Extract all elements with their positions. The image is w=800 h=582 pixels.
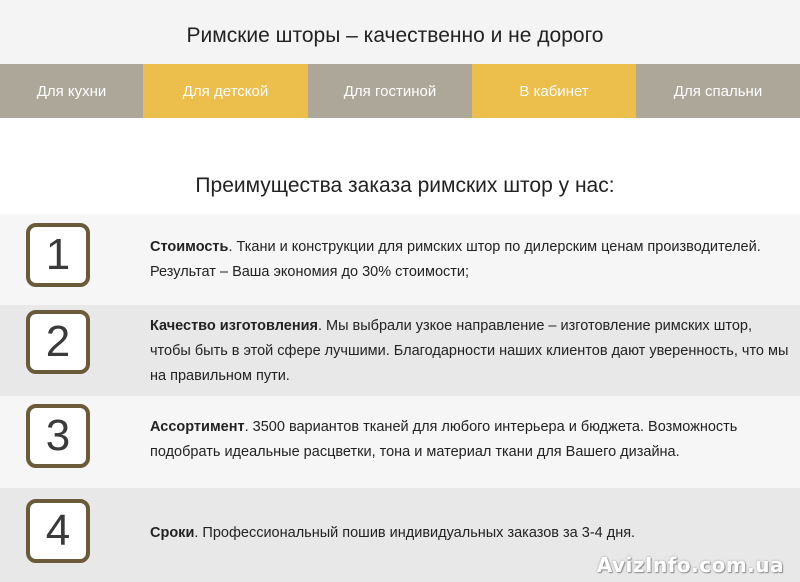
item-description — [150, 235, 796, 285]
item-text: . Ткани и конструкции для римских штор по дилерским ценам производителей. Результат – Ваша экономия до 30% стоимости; — [150, 239, 761, 280]
list-item — [0, 214, 800, 305]
item-heading: Качество изготовления — [150, 318, 318, 334]
watermark: AvizInfo.com.ua — [596, 553, 784, 577]
category-nav — [0, 64, 800, 118]
item-heading: Ассортимент — [150, 419, 245, 435]
item-description — [150, 521, 796, 546]
item-text: . Мы выбрали узкое направление – изготовление римских штор, чтобы быть в этой сфере лучшими. Благодарности наших клиентов дают уверенность, что мы на правильном пути. — [150, 318, 789, 384]
list-item — [0, 396, 800, 488]
header — [0, 0, 800, 64]
item-text: . Профессиональный пошив индивидуальных заказов за 3-4 дня. — [194, 525, 636, 541]
number-badge: 3 — [26, 404, 90, 468]
item-description — [150, 314, 796, 389]
advantages-list — [0, 214, 800, 582]
section-title: Преимущества заказа римских штор у нас: — [195, 174, 615, 197]
list-item — [0, 305, 800, 396]
item-heading: Сроки — [150, 525, 195, 541]
number-badge: 2 — [26, 310, 90, 374]
nav-item-living-room[interactable]: Для гостиной — [308, 64, 472, 118]
number-badge: 4 — [26, 499, 90, 563]
item-heading: Стоимость — [150, 239, 229, 255]
nav-item-bedroom[interactable]: Для спальни — [636, 64, 800, 118]
item-text: . 3500 вариантов тканей для любого интерьера и бюджета. Возможность подобрать идеальные расцветки, тона и материал ткани для Вашего дизайна. — [150, 419, 738, 460]
item-description — [150, 415, 796, 465]
nav-item-nursery[interactable]: Для детской — [143, 64, 308, 118]
nav-item-office[interactable]: В кабинет — [472, 64, 636, 118]
page-title: Римские шторы – качественно и не дорого — [186, 24, 604, 47]
nav-item-kitchen[interactable]: Для кухни — [0, 64, 143, 118]
number-badge: 1 — [26, 223, 90, 287]
